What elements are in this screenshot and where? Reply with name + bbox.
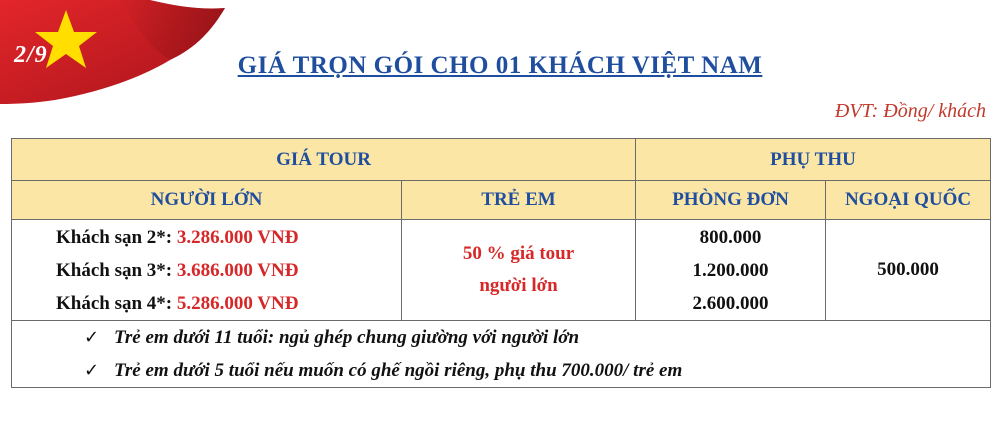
note-text: Trẻ em dưới 11 tuổi: ngủ ghép chung giường với người lớn	[114, 327, 580, 348]
adult-price-cell	[12, 220, 402, 321]
page-title: GIÁ TRỌN GÓI CHO 01 KHÁCH VIỆT NAM	[237, 52, 763, 79]
single-room-header: PHÒNG ĐƠN	[636, 181, 826, 220]
price-table	[11, 138, 991, 388]
note-item	[12, 354, 990, 387]
tour-price-header: GIÁ TOUR	[12, 139, 636, 181]
note-text: Trẻ em dưới 5 tuổi nếu muốn có ghế ngồi riêng, phụ thu 700.000/ trẻ em	[114, 360, 683, 381]
note-item	[12, 321, 990, 354]
hotel-label: Khách sạn 4*:	[56, 292, 177, 314]
hotel-2-star-row	[12, 221, 401, 254]
child-price-line-1: 50 % giá tour	[462, 243, 575, 264]
hotel-price: 3.286.000 VNĐ	[176, 226, 299, 248]
single-room-cell	[636, 220, 826, 321]
notes-cell	[12, 321, 991, 388]
check-icon: ✓	[84, 327, 100, 348]
surcharge-header: PHỤ THU	[636, 139, 991, 181]
child-price-cell	[402, 220, 636, 321]
hotel-price: 3.686.000 VNĐ	[176, 259, 299, 281]
single-room-price: 800.000	[699, 226, 762, 248]
hotel-label: Khách sạn 3*:	[56, 259, 177, 281]
hotel-price: 5.286.000 VNĐ	[176, 292, 299, 314]
foreigner-header: NGOẠI QUỐC	[826, 181, 991, 220]
foreigner-cell: 500.000	[826, 220, 991, 321]
adult-header: NGƯỜI LỚN	[12, 181, 402, 220]
unit-note: ĐVT: Đồng/ khách	[834, 100, 986, 122]
child-header: TRẺ EM	[402, 181, 636, 220]
hotel-label: Khách sạn 2*:	[56, 226, 177, 248]
hotel-4-star-row	[12, 287, 401, 320]
child-price-line-2: người lớn	[479, 275, 558, 296]
date-badge: 2/9	[14, 42, 48, 68]
single-room-price: 1.200.000	[692, 259, 769, 281]
hotel-3-star-row	[12, 254, 401, 287]
single-room-price: 2.600.000	[692, 292, 769, 314]
check-icon: ✓	[84, 360, 100, 381]
